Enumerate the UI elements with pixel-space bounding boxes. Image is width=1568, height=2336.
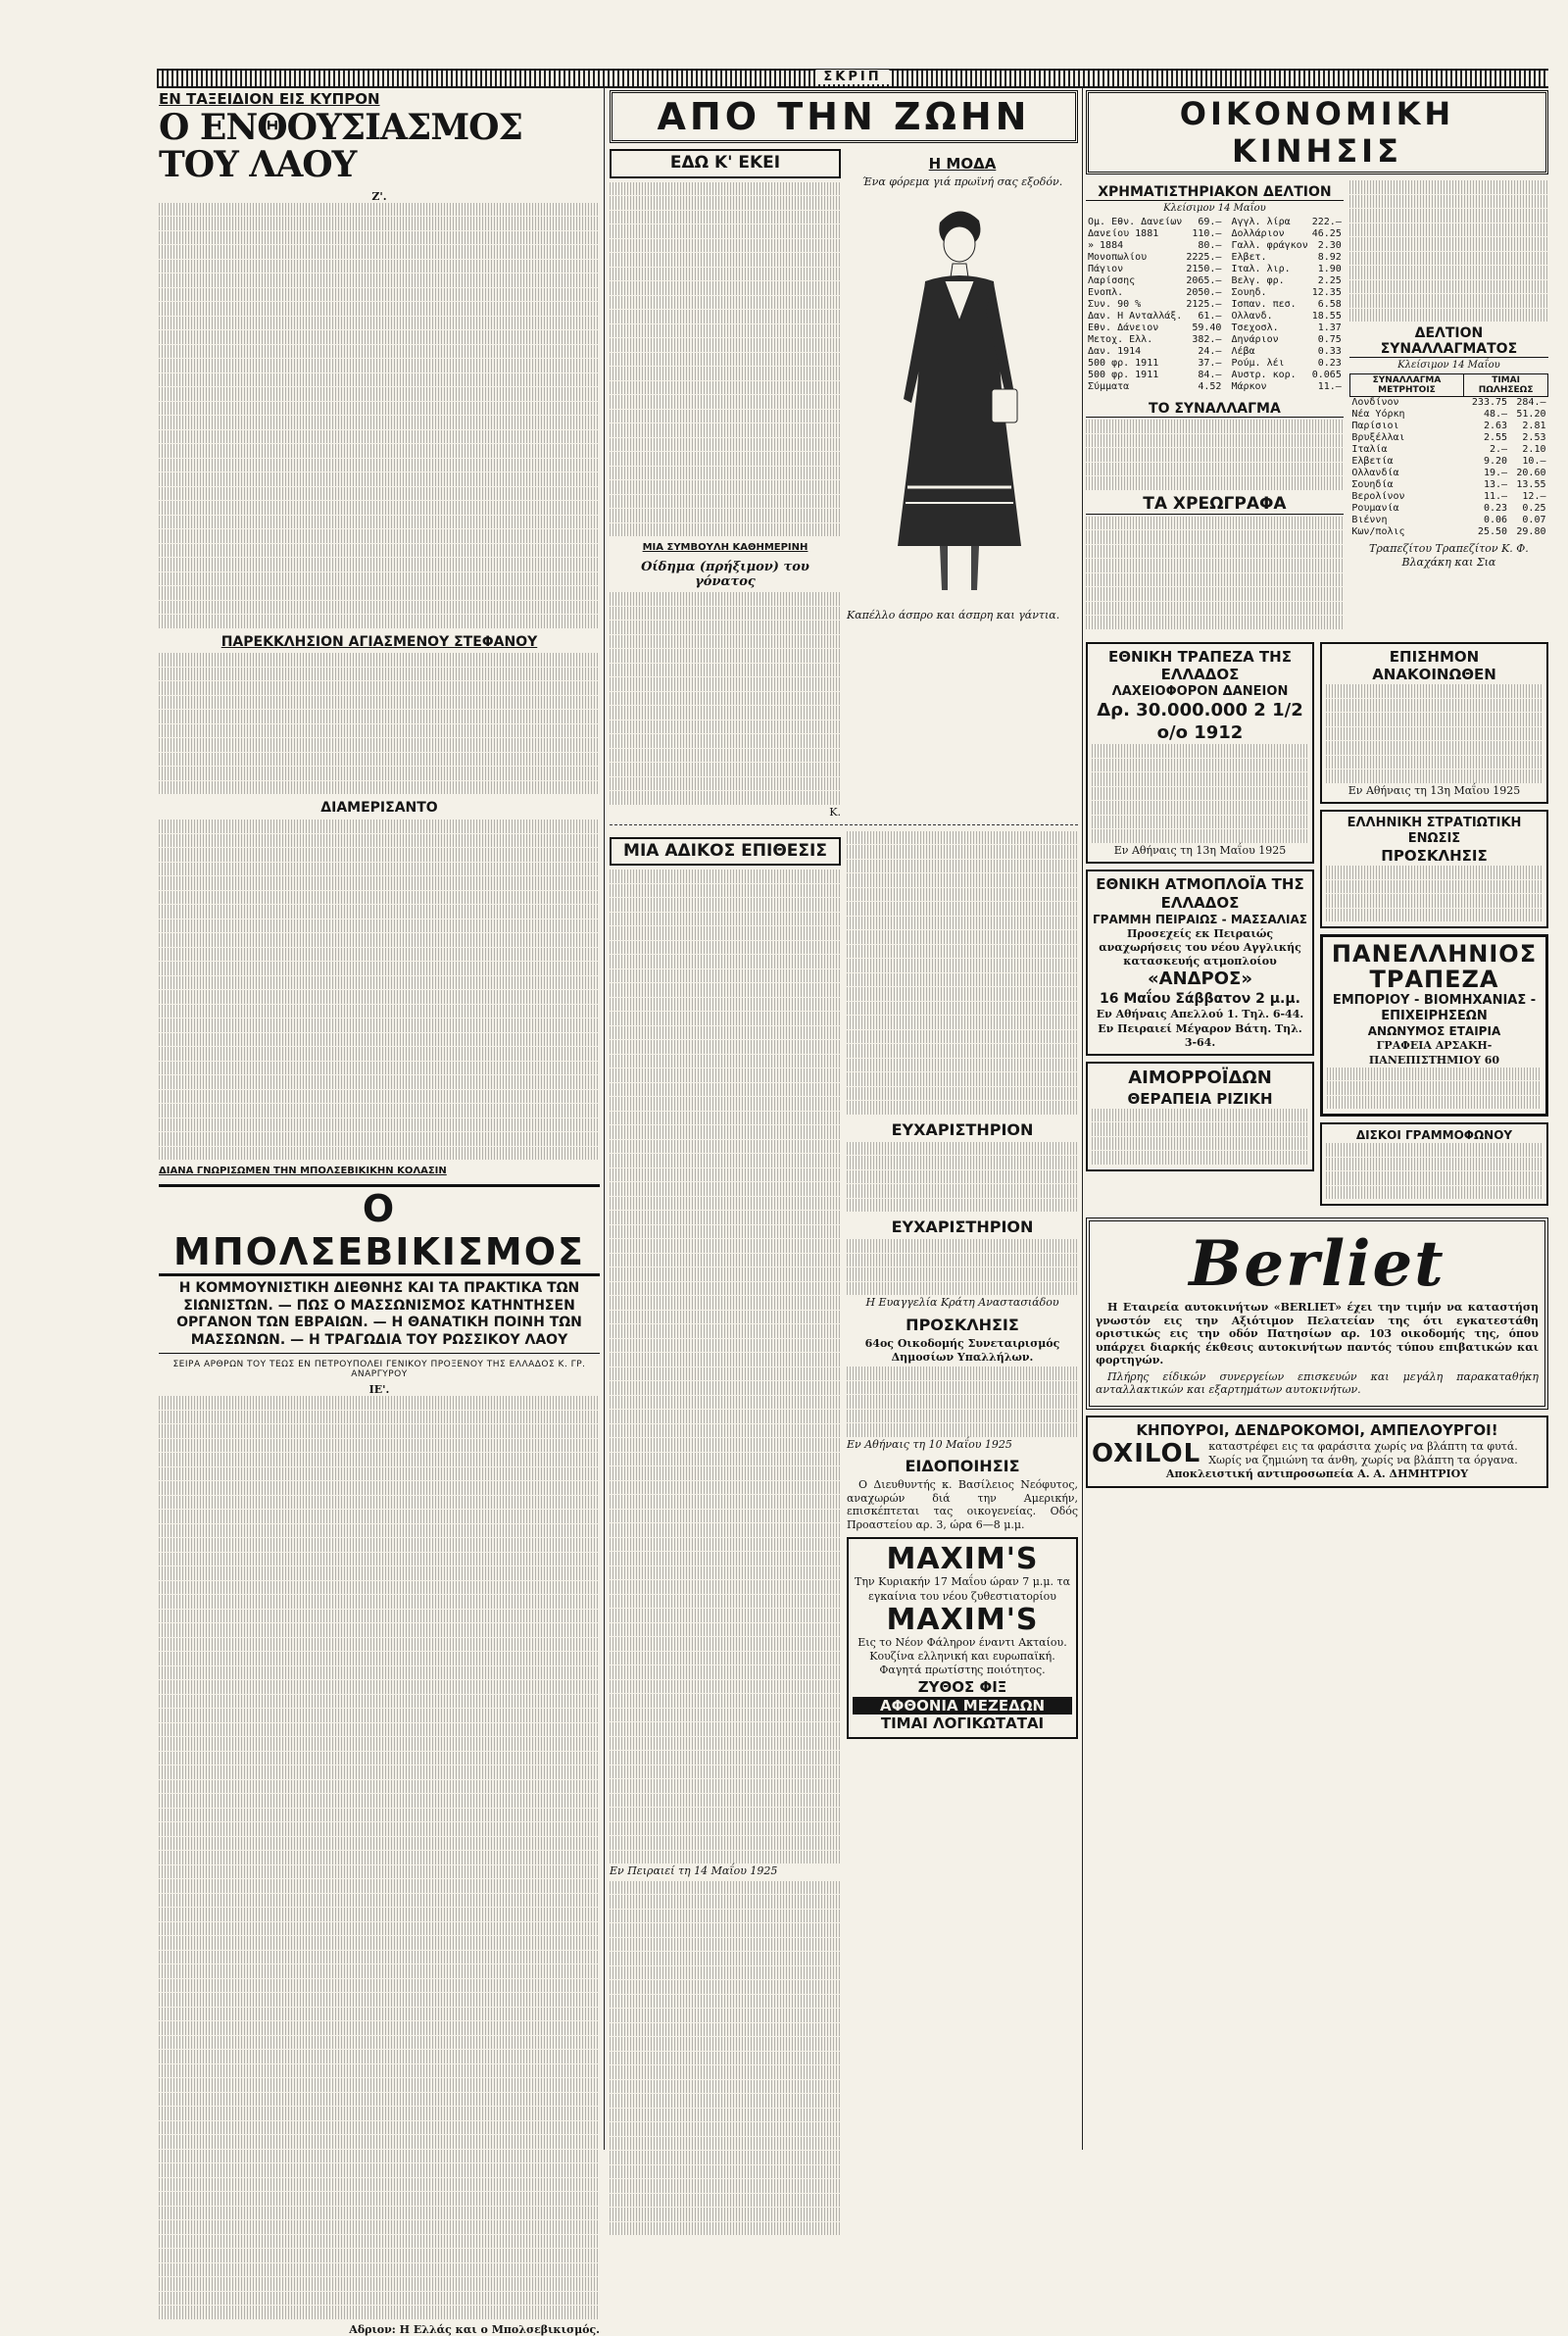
table-cell: 1.37 [1317, 323, 1342, 333]
gramophone-title: ΔΙΣΚΟΙ ΓΡΑΜΜΟΦΩΝΟΥ [1355, 1128, 1513, 1143]
table-cell: Ιταλ. λιρ. [1231, 264, 1291, 274]
table-cell: Μονοπωλίου [1088, 252, 1148, 263]
table-cell: 4.52 [1198, 381, 1222, 392]
table-row [1229, 275, 1343, 287]
table-row [1349, 503, 1547, 515]
table-cell: Βιέννη [1351, 515, 1388, 525]
table-cell: Ελβετία [1351, 456, 1394, 467]
column-cyprus-and-bolshevism [159, 90, 600, 2336]
table-cell: 10.— [1522, 456, 1546, 467]
table-cell: 1.90 [1317, 264, 1342, 274]
fashion-illustration [847, 193, 1078, 605]
berliet-ad [1086, 1218, 1548, 1410]
cyprus-article-body-3 [159, 820, 600, 1160]
national-bank-sub: ΛΑΧΕΙΟΦΟΡΟΝ ΔΑΝΕΙΟΝ [1111, 684, 1289, 699]
table-cell: Σουηδ. [1231, 287, 1267, 298]
column-rule-1 [604, 86, 605, 2150]
cyprus-headline: Ο ΕΝΘΟΥΣΙΑΣΜΟΣ ΤΟΥ ΛΑΟΥ [159, 107, 522, 185]
table-cell: Ελβετ. [1231, 252, 1267, 263]
table-row [1086, 370, 1223, 381]
table-row [1086, 381, 1223, 393]
table-cell: Βρυξέλλαι [1351, 432, 1405, 443]
table-cell: 0.23 [1317, 358, 1342, 369]
panhellenic-title: ΠΑΝΕΛΛΗΝΙΟΣ ΤΡΑΠΕΖΑ [1331, 940, 1538, 994]
table-cell: Ενοπλ. [1088, 287, 1124, 298]
national-bank-amount: Δρ. 30.000.000 2 1/2 ο/ο 1912 [1097, 700, 1303, 743]
table-cell: 19.— [1483, 468, 1508, 478]
table-cell: Πάγιον [1088, 264, 1124, 274]
table-cell: 233.75 [1471, 397, 1508, 408]
stephanos-chapel-heading: ΠΑΡΕΚΚΛΗΣΙΟΝ ΑΓΙΑΣΜΕΝΟΥ ΣΤΕΦΑΝΟΥ [220, 633, 538, 650]
table-cell: Παρίσιοι [1351, 421, 1399, 431]
maxims-name-1: MAXIM'S [886, 1542, 1039, 1577]
table-cell: 2050.— [1186, 287, 1222, 298]
army-union-notice [1320, 810, 1548, 928]
from-life-banner: ΑΠΟ ΤΗΝ ΖΩΗΝ [610, 90, 1078, 143]
gramophone-body [1326, 1143, 1543, 1199]
shipping-date: 16 Μαΐου Σάββατον 2 μ.μ. [1100, 990, 1300, 1007]
economy-banner: ΟΙΚΟΝΟΜΙΚΗ ΚΙΝΗΣΙΣ [1086, 90, 1548, 174]
bank-note: Τραπεζίτου Τραπεζίτον Κ. Φ. Βλαχάκη και Σια [1369, 542, 1529, 569]
table-cell: 9.20 [1483, 456, 1508, 467]
currencies-table [1229, 217, 1343, 393]
table-cell: Αγγλ. λίρα [1231, 217, 1291, 227]
exchange-title: ΔΕΛΤΙΟΝ ΣΥΝΑΛΛΑΓΜΑΤΟΣ [1349, 325, 1548, 358]
table-row [1086, 217, 1223, 228]
fashion-title: Η ΜΟΔΑ [928, 155, 997, 173]
table-row [1229, 334, 1343, 346]
table-cell: Κων/πολις [1351, 526, 1405, 537]
shipping-ad [1086, 870, 1314, 1056]
table-cell: Εθν. Δάνειον [1088, 323, 1159, 333]
cyprus-section-mark: Z'. [371, 189, 387, 203]
table-cell: Λονδίνον [1351, 397, 1399, 408]
maxims-ad [847, 1537, 1078, 1739]
table-cell: 0.065 [1311, 370, 1342, 380]
tsa-body [1086, 420, 1344, 490]
here-and-there-body [610, 182, 841, 537]
fashion-caption: Καπέλλο άσπρο και άσπρη και γάντια. [847, 608, 1060, 621]
table-cell: 2.25 [1317, 275, 1342, 286]
table-cell: 80.— [1198, 240, 1222, 251]
table-cell: 20.60 [1516, 468, 1546, 478]
table-row [1086, 323, 1223, 334]
here-and-there-heading: ΕΔΩ Κ' ΕΚΕΙ [610, 149, 841, 178]
berliet-text: Η Εταιρεία αυτοκινήτων «BERLIET» έχει την τιμήν να καταστήση γνωστόν εις την Αξιότιμον Πελατείαν της ότι εγκατεστάθη οριστικώς εις την οδόν Πατησίων αρ. 103 οικοδομής της, όπου υπάρχει διαρκής έκθεσις αυτοκινήτων παντός τύπου επιβατικών και φορτηγών. [1096, 1301, 1539, 1367]
table-cell: Δηνάριον [1231, 334, 1279, 345]
table-row [1349, 456, 1547, 468]
table-cell: 500 φρ. 1911 [1088, 370, 1159, 380]
table-row [1086, 264, 1223, 275]
unjust-attack-date: Εν Πειραιεί τη 14 Μαΐου 1925 [610, 1864, 778, 1878]
table-row [1086, 287, 1223, 299]
table-row [1349, 397, 1547, 410]
table-cell: Δανείου 1881 [1088, 228, 1159, 239]
oxilol-text: καταστρέφει εις τα φαράσιτα χωρίς να βλάπτη τα φυτά. Χωρίς να ζημιώνη τα άνθη, χωρίς να βλάπτη τα όργανα. [1208, 1439, 1518, 1466]
notices-body: Ο Διευθυντής κ. Βασίλειος Νεόφυτος, αναχωρών διά την Αμερικήν, επισκέπτεται τας οικογενείας. Οδός Προαστείου αρ. 3, ώρα 6—8 μ.μ. [847, 1478, 1078, 1531]
column-from-life [610, 90, 1078, 2150]
shipping-tel-piraeus: Εν Πειραιεί Μέγαρον Βάτη. Τηλ. 3-64. [1098, 1021, 1302, 1050]
table-cell: 2150.— [1186, 264, 1222, 274]
unjust-attack-body-2 [610, 1881, 841, 2236]
table-cell: Συν. 90 % [1088, 299, 1142, 310]
cyprus-kicker: ΕΝ ΤΑΞΕΙΔΙΟΝ ΕΙΣ ΚΥΠΡΟΝ [159, 90, 380, 108]
maxims-meze: ΑΦΘΟΝΙΑ ΜΕΖΕΔΩΝ [853, 1697, 1072, 1715]
table-cell: Σουηδία [1351, 479, 1394, 490]
table-row [1086, 346, 1223, 358]
maxims-opening: Την Κυριακήν 17 Μαΐου ώραν 7 μ.μ. τα εγκαίνια του νέου ζυθεστιατορίου [854, 1575, 1071, 1603]
table-row [1229, 358, 1343, 370]
table-cell: Βελγ. φρ. [1231, 275, 1285, 286]
table-cell: Μάρκον [1231, 381, 1267, 392]
oxilol-agent: Αποκλειστική αντιπροσωπεία Α. Α. ΔΗΜΗΤΡΙΟΥ [1165, 1467, 1469, 1481]
table-row [1229, 370, 1343, 381]
table-cell: 2.— [1489, 444, 1508, 455]
table-cell: Δολλάριον [1231, 228, 1285, 239]
bolshevik-part-number: ΙΕ'. [368, 1383, 390, 1397]
table-cell: 2125.— [1186, 299, 1222, 310]
table-cell: Σύμματα [1088, 381, 1130, 392]
debts-heading: ΤΑ ΧΡΕΩΓΡΑΦΑ [1086, 494, 1344, 515]
table-cell: 11.— [1483, 491, 1508, 502]
table-row [1229, 323, 1343, 334]
table-row [1349, 444, 1547, 456]
hemorrhoids-sub: ΘΕΡΑΠΕΙΑ ΡΙΖΙΚΗ [1127, 1089, 1273, 1108]
table-row [1086, 228, 1223, 240]
table-cell: 8.92 [1317, 252, 1342, 263]
maxims-name-2: MAXIM'S [886, 1602, 1039, 1637]
table-row [1349, 432, 1547, 444]
markets-title: ΧΡΗΜΑΤΙΣΤΗΡΙΑΚΟΝ ΔΕΛΤΙΟΝ [1086, 184, 1344, 201]
notices-heading: ΕΙΔΟΠΟΙΗΣΙΣ [905, 1457, 1020, 1476]
thanks2-body [847, 1239, 1078, 1295]
table-cell: 37.— [1198, 358, 1222, 369]
maxims-location: Εις το Νέον Φάληρον έναντι Ακταίου. Κουζίνα ελληνική και ευρωπαϊκή. Φαγητά πρωτίστης ποιότητος. [858, 1635, 1067, 1677]
table-row [1086, 240, 1223, 252]
army-body [1326, 866, 1543, 921]
table-cell: Ισπαν. πεσ. [1231, 299, 1297, 310]
official-body [1326, 684, 1543, 783]
table-cell: Ολλανδία [1351, 468, 1399, 478]
official-announcement [1320, 642, 1548, 804]
health-title: Οίδημα (πρήξιμον) του γόνατος [641, 560, 809, 590]
bolshevik-kicker: ΔΙΑΝΑ ΓΝΩΡΙΣΩΜΕΝ ΤΗΝ ΜΠΟΛΣΕΒΙΚΙΚΗΝ ΚΟΛΑΣΙΝ [159, 1166, 447, 1177]
shipping-tel-athens: Εν Αθήναις Απελλού 1. Τηλ. 6-44. [1096, 1008, 1304, 1021]
invite-heading: ΠΡΟΣΚΛΗΣΙΣ [906, 1315, 1019, 1334]
table-cell: 18.55 [1311, 311, 1342, 322]
table-cell: 13.55 [1516, 479, 1546, 490]
table-cell: 382.— [1192, 334, 1222, 345]
table-cell: 6.58 [1317, 299, 1342, 310]
table-cell: » 1884 [1088, 240, 1124, 251]
invite-text [847, 1367, 1078, 1437]
table-row [1229, 228, 1343, 240]
diamerisanto-heading: ΔΙΑΜΕΡΙΣΑΝΤΟ [320, 800, 438, 817]
maxims-beer: ΖΥΘΟΣ ΦΙΞ [917, 1677, 1007, 1696]
table-cell: 2.53 [1522, 432, 1546, 443]
health-body [610, 592, 841, 805]
table-cell: Δαν. Η Ανταλλάξ. [1088, 311, 1183, 322]
gramophone-ad [1320, 1122, 1548, 1206]
table-cell: 24.— [1198, 346, 1222, 357]
table-cell: Γαλλ. φράγκον [1231, 240, 1308, 251]
table-cell: Λέβα [1231, 346, 1255, 357]
official-date: Εν Αθήναις τη 13η Μαΐου 1925 [1348, 783, 1521, 797]
table-cell: Δαν. 1914 [1088, 346, 1142, 357]
table-cell: 12.— [1522, 491, 1546, 502]
national-bank-title: ΕΘΝΙΚΗ ΤΡΑΠΕΖΑ ΤΗΣ ΕΛΛΑΔΟΣ [1108, 647, 1292, 684]
exchange-table [1349, 373, 1548, 538]
table-row [1229, 346, 1343, 358]
table-row [1229, 217, 1343, 228]
table-row [1349, 526, 1547, 538]
table-cell: 69.— [1198, 217, 1222, 227]
fashion-lead: Ένα φόρεμα γιά πρωϊνή σας εξοδόν. [861, 175, 1063, 188]
table-cell: 46.25 [1311, 228, 1342, 239]
table-cell: 0.33 [1317, 346, 1342, 357]
table-cell: 2.10 [1522, 444, 1546, 455]
table-cell: Τσεχοσλ. [1231, 323, 1279, 333]
table-row [1086, 334, 1223, 346]
national-bank-body [1092, 744, 1308, 843]
table-cell: 500 φρ. 1911 [1088, 358, 1159, 369]
bolshevik-title: Ο ΜΠΟΛΣΕΒΙΚΙΣΜΟΣ [159, 1184, 600, 1276]
shipping-line: ΓΡΑΜΜΗ ΠΕΙΡΑΙΩΣ - ΜΑΣΣΑΛΙΑΣ [1093, 912, 1307, 926]
bonds-table [1086, 217, 1223, 393]
table-cell: 2.55 [1483, 432, 1508, 443]
table-row [1229, 264, 1343, 275]
invite-date: Εν Αθήναις τη 10 Μαΐου 1925 [847, 1437, 1012, 1451]
berliet-note: Πλήρης είδικών συνεργείων επισκευών και μεγάλη παρακαταθήκη ανταλλακτικών και εξαρτημάτων αυτοκινήτων. [1096, 1369, 1539, 1397]
exchange-date: Κλείσιμον 14 Μαΐου [1397, 360, 1500, 371]
table-row [1229, 287, 1343, 299]
table-cell: 51.20 [1516, 409, 1546, 420]
exchange-col-2: ΤΙΜΑΙ ΠΩΛΗΣΕΩΣ [1464, 374, 1548, 397]
thanks2-heading: ΕΥΧΑΡΙΣΤΗΡΙΟΝ [891, 1218, 1034, 1237]
table-cell: Βερολίνον [1351, 491, 1405, 502]
notices-body-top [847, 831, 1078, 1115]
table-row [1349, 515, 1547, 526]
panhellenic-body [1327, 1068, 1542, 1110]
bolshevik-next: Αδριον: Η Ελλάς και ο Μπολσεβικισμός. [349, 2322, 600, 2336]
table-row [1086, 311, 1223, 323]
table-cell: 222.— [1311, 217, 1342, 227]
shipping-ship-name: «ΑΝΔΡΟΣ» [1148, 969, 1252, 990]
table-row [1229, 381, 1343, 393]
thanks1-body [847, 1142, 1078, 1213]
cyprus-article-body [159, 203, 600, 628]
health-signature: Κ. [829, 805, 841, 819]
bolshevik-byline: ΣΕΙΡΑ ΑΡΘΡΩΝ ΤΟΥ ΤΕΩΣ ΕΝ ΠΕΤΡΟΥΠΟΛΕΙ ΓΕΝΙΚΟΥ ΠΡΟΞΕΝΟΥ ΤΗΣ ΕΛΛΑΔΟΣ Κ. ΓΡ. ΑΝΑΡΓΥΡΟΥ [172, 1360, 586, 1380]
table-row [1349, 421, 1547, 432]
table-cell: 12.35 [1311, 287, 1342, 298]
table-cell: 2.30 [1317, 240, 1342, 251]
thanks1-heading: ΕΥΧΑΡΙΣΤΗΡΙΟΝ [891, 1119, 1034, 1139]
table-cell: Μετοχ. Ελλ. [1088, 334, 1153, 345]
table-row [1229, 299, 1343, 311]
panhellenic-addr: ΓΡΑΦΕΙΑ ΑΡΣΑΚΗ-ΠΑΝΕΠΙΣΤΗΜΙΟΥ 60 [1368, 1039, 1500, 1067]
army-sub: ΠΡΟΣΚΛΗΣΙΣ [1381, 847, 1488, 866]
table-cell: 0.25 [1522, 503, 1546, 514]
debts-body [1086, 517, 1344, 629]
national-bank-date: Εν Αθήναις τη 13η Μαΐου 1925 [1113, 843, 1287, 857]
thanks2-signature: Η Ευαγγελία Κράτη Αναστασιάδου [865, 1296, 1059, 1310]
unjust-attack-body [610, 870, 841, 1864]
exchange-col-1: ΣΥΝΑΛΛΑΓΜΑ ΜΕΤΡΗΤΟΙΣ [1349, 374, 1463, 397]
table-cell: 29.80 [1516, 526, 1546, 537]
table-cell: 13.— [1483, 479, 1508, 490]
table-row [1349, 468, 1547, 479]
table-row [1229, 240, 1343, 252]
table-cell: 2065.— [1186, 275, 1222, 286]
panhellenic-bank-ad [1320, 934, 1548, 1117]
national-bank-ad [1086, 642, 1314, 865]
table-row [1086, 252, 1223, 264]
oxilol-name: OXILOL [1092, 1438, 1201, 1468]
maxims-prices: ΤΙΜΑΙ ΛΟΓΙΚΩΤΑΤΑΙ [880, 1715, 1045, 1733]
markets-date: Κλείσιμον 14 Μαΐου [1163, 203, 1266, 214]
table-cell: Ρούμ. λέι [1231, 358, 1285, 369]
table-cell: Νέα Υόρκη [1351, 409, 1405, 420]
table-cell: 25.50 [1477, 526, 1508, 537]
table-cell: 284.— [1516, 397, 1546, 408]
table-cell: 2225.— [1186, 252, 1222, 263]
table-row [1349, 479, 1547, 491]
bolshevik-article-body [159, 1396, 600, 2319]
table-cell: 0.75 [1317, 334, 1342, 345]
table-cell: 84.— [1198, 370, 1222, 380]
tsa-heading: ΤΟ ΣΥΝΑΛΛΑΓΜΑ [1086, 401, 1344, 418]
column-rule-2 [1082, 86, 1083, 2150]
table-cell: 61.— [1198, 311, 1222, 322]
table-cell: 0.07 [1522, 515, 1546, 525]
table-row [1229, 252, 1343, 264]
health-kicker: ΜΙΑ ΣΥΜΒΟΥΛΗ ΚΑΘΗΜΕΡΙΝΗ [642, 542, 808, 554]
table-row [1086, 275, 1223, 287]
shipping-title: ΕΘΝΙΚΗ ΑΤΜΟΠΛΟΪΑ ΤΗΣ ΕΛΛΑΔΟΣ [1096, 875, 1304, 912]
invite-body: 64ος Οικοδομής Συνεταιρισμός Δημοσίων Υπαλλήλων. [864, 1337, 1060, 1364]
table-cell: 0.23 [1483, 503, 1508, 514]
table-cell: Ιταλία [1351, 444, 1388, 455]
army-title: ΕΛΛΗΝΙΚΗ ΣΤΡΑΤΙΩΤΙΚΗ ΕΝΩΣΙΣ [1347, 815, 1522, 847]
shipping-body: Προσεχείς εκ Πειραιώς αναχωρήσεις του νέου Αγγλικής κατασκευής ατμοπλοίου [1099, 926, 1301, 969]
table-cell: 0.06 [1483, 515, 1508, 525]
table-row [1086, 358, 1223, 370]
cyprus-article-body-2 [159, 653, 600, 794]
table-cell: Ολλανδ. [1231, 311, 1273, 322]
berliet-logo: Berliet [1189, 1227, 1446, 1302]
oxilol-headline: ΚΗΠΟΥΡΟΙ, ΔΕΝΔΡΟΚΟΜΟΙ, ΑΜΠΕΛΟΥΡΓΟΙ! [1136, 1420, 1498, 1439]
economy-notes-body [1349, 180, 1548, 322]
table-cell: Αυστρ. κορ. [1231, 370, 1297, 380]
hemorrhoids-body [1092, 1109, 1308, 1165]
hemorrhoids-ad [1086, 1062, 1314, 1170]
table-cell: 11.— [1317, 381, 1342, 392]
table-cell: 2.81 [1522, 421, 1546, 431]
dress-figure-illustration [847, 193, 1072, 605]
table-cell: Ρουμανία [1351, 503, 1399, 514]
table-cell: 110.— [1192, 228, 1222, 239]
table-cell: 2.63 [1483, 421, 1508, 431]
table-row [1086, 299, 1223, 311]
panhellenic-sub: ΕΜΠΟΡΙΟΥ - ΒΙΟΜΗΧΑΝΙΑΣ - ΕΠΙΧΕΙΡΗΣΕΩΝ [1332, 992, 1537, 1024]
table-cell: 59.40 [1192, 323, 1222, 333]
column-economy [1086, 90, 1548, 2150]
table-cell: Λαρίσσης [1088, 275, 1136, 286]
table-row [1229, 311, 1343, 323]
table-cell: Ομ. Εθν. Δανείων [1088, 217, 1183, 227]
hemorrhoids-title: ΑΙΜΟΡΡΟΪΔΩΝ [1128, 1068, 1272, 1089]
masthead-label: ΣΚΡΙΠ [815, 70, 889, 84]
bolshevik-deck: Η ΚΟΜΜΟΥΝΙΣΤΙΚΗ ΔΙΕΘΝΗΣ ΚΑΙ ΤΑ ΠΡΑΚΤΙΚΑ ΤΩΝ ΣΙΩΝΙΣΤΩΝ. — ΠΩΣ Ο ΜΑΣΣΩΝΙΣΜΟΣ ΚΑΤΗΝΤΗΣΕΝ ΟΡΓΑΝΟΝ ΤΩΝ ΕΒΡΑΙΩΝ. — Η ΘΑΝΑΤΙΚΗ ΠΟΙΝΗ ΤΩΝ ΜΑΣΣΩΝΩΝ. — Η ΤΡΑΓΩΔΙΑ ΤΟΥ ΡΩΣΣΙΚΟΥ ΛΑΟΥ [159, 1280, 600, 1354]
unjust-attack-heading: ΜΙΑ ΑΔΙΚΟΣ ΕΠΙΘΕΣΙΣ [610, 837, 841, 867]
table-row [1349, 409, 1547, 421]
panhellenic-type: ΑΝΩΝΥΜΟΣ ΕΤΑΙΡΙΑ [1367, 1024, 1501, 1039]
table-row [1349, 491, 1547, 503]
masthead-rule [157, 69, 1548, 88]
table-cell: 48.— [1483, 409, 1508, 420]
oxilol-ad [1086, 1416, 1548, 1488]
official-title: ΕΠΙΣΗΜΟΝ ΑΝΑΚΟΙΝΩΘΕΝ [1372, 647, 1496, 684]
